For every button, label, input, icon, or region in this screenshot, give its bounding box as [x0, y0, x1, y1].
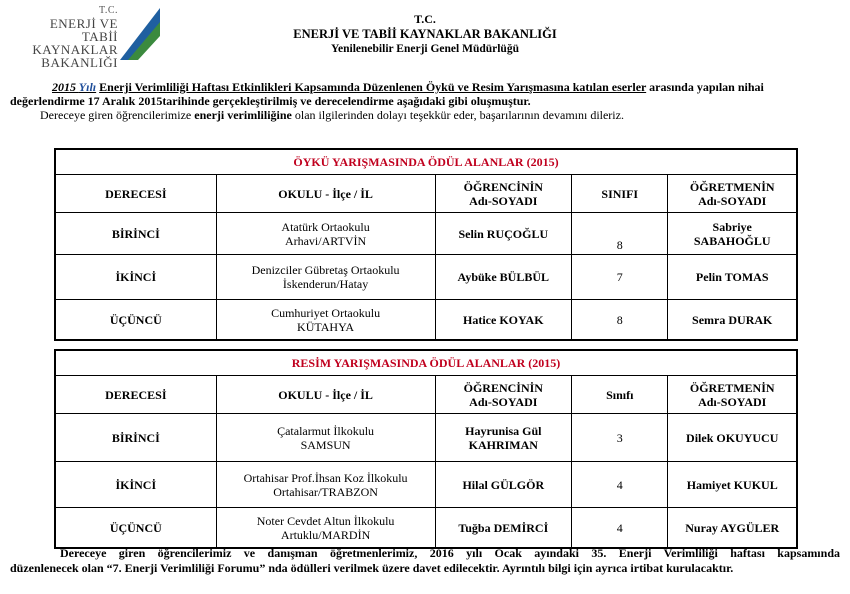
oyku-ogrenci: Aybüke BÜLBÜL [435, 255, 572, 300]
oyku-ogretmen: Semra DURAK [668, 300, 797, 340]
resim-table [54, 349, 798, 549]
resim-ogretmen: Dilek OKUYUCU [668, 414, 797, 462]
table-row [56, 508, 797, 548]
logo-line1: ENERJİ VE [49, 16, 118, 31]
oyku-th-okul: OKULU - İlçe / İL [216, 175, 435, 213]
oyku-derece: İKİNCİ [56, 255, 217, 300]
oyku-okul: Atatürk Ortaokulu Arhavi/ARTVİN [216, 213, 435, 255]
resim-sinif: 3 [572, 414, 668, 462]
resim-table-title: RESİM YARIŞMASINDA ÖDÜL ALANLAR (2015) [56, 351, 797, 376]
table-row [56, 414, 797, 462]
oyku-ogretmen: Pelin TOMAS [668, 255, 797, 300]
oyku-derece: ÜÇÜNCÜ [56, 300, 217, 340]
footer-line1: Dereceye giren öğrencilerimiz ve danışman öğretmenlerimiz, 2016 yılı Ocak ayındaki 35. Enerji Verimliliği haftası kapsamında [60, 546, 840, 560]
resim-okul: Noter Cevdet Altun İlkokulu Artuklu/MARDİN [216, 508, 435, 548]
intro-line1 [10, 80, 820, 108]
oyku-ogrenci: Hatice KOYAK [435, 300, 572, 340]
table-row [56, 213, 797, 255]
oyku-table-title: ÖYKÜ YARIŞMASINDA ÖDÜL ALANLAR (2015) [56, 150, 797, 175]
resim-ogretmen: Nuray AYGÜLER [668, 508, 797, 548]
logo-line2: TABİİ KAYNAKLAR [32, 29, 118, 57]
table-row [56, 462, 797, 508]
oyku-ogretmen: Sabriye SABAHOĞLU [668, 213, 797, 255]
resim-th-sinif: Sınıfı [572, 376, 668, 414]
oyku-ogrenci: Selin RUÇOĞLU [435, 213, 572, 255]
header-ministry: ENERJİ VE TABİİ KAYNAKLAR BAKANLIĞI [293, 27, 557, 41]
footer-line2: düzenlenecek olan “7. Enerji Verimliliği Forumu” nda ödülleri verilmek üzere davet edilecektir. Ayrıntılı bilgi için ayrıca irtibat kurulacaktır. [10, 561, 734, 575]
table-row [56, 255, 797, 300]
oyku-th-derece: DERECESİ [56, 175, 217, 213]
header-directorate: Yenilenebilir Enerji Genel Müdürlüğü [331, 43, 519, 55]
intro-underlined: Enerji Verimliliği Haftası Etkinlikleri Kapsamında Düzenlenen Öykü ve Resim Yarışmasına katılan eserler [99, 80, 647, 94]
resim-derece: İKİNCİ [56, 462, 217, 508]
resim-th-okul: OKULU - İlçe / İL [216, 376, 435, 414]
oyku-header-row [56, 175, 797, 213]
intro-year: 2015 Yılı [52, 80, 97, 94]
resim-okul: Çatalarmut İlkokulu SAMSUN [216, 414, 435, 462]
oyku-sinif: 8 [572, 300, 668, 340]
resim-th-ogretmen: ÖĞRETMENİN Adı-SOYADI [668, 376, 797, 414]
resim-ogrenci: Hilal GÜLGÖR [435, 462, 572, 508]
oyku-okul: Cumhuriyet Ortaokulu KÜTAHYA [216, 300, 435, 340]
document-header [0, 12, 850, 57]
oyku-th-ogrenci: ÖĞRENCİNİN Adı-SOYADI [435, 175, 572, 213]
oyku-sinif: 8 [572, 213, 668, 255]
footer-paragraph [10, 546, 840, 576]
intro-line2: Dereceye giren öğrencilerimize enerji verimliliğine olan ilgilerinden dolayı teşekkür eder, başarılarının devamını dileriz. [40, 108, 624, 122]
resim-th-ogrenci: ÖĞRENCİNİN Adı-SOYADI [435, 376, 572, 414]
oyku-derece: BİRİNCİ [56, 213, 217, 255]
logo-tc: T.C. [98, 5, 118, 16]
intro-rest: arasında yapılan nihai değerlendirme 17 Aralık 2015tarihinde gerçekleştirilmiş ve derecelendirme aşağıdaki gibi oluşmuştur. [10, 80, 764, 108]
table-row [56, 300, 797, 340]
resim-ogrenci: Hayrunisa Gül KAHRIMAN [435, 414, 572, 462]
oyku-okul: Denizciler Gübretaş Ortaokulu İskenderun/Hatay [216, 255, 435, 300]
resim-okul: Ortahisar Prof.İhsan Koz İlkokulu Ortahisar/TRABZON [216, 462, 435, 508]
oyku-sinif: 7 [572, 255, 668, 300]
logo-line3: BAKANLIĞI [41, 55, 118, 70]
intro-paragraph [10, 80, 820, 122]
resim-ogrenci: Tuğba DEMİRCİ [435, 508, 572, 548]
resim-ogretmen: Hamiyet KUKUL [668, 462, 797, 508]
oyku-th-sinif: SINIFI [572, 175, 668, 213]
resim-derece: ÜÇÜNCÜ [56, 508, 217, 548]
resim-header-row [56, 376, 797, 414]
header-tc: T.C. [414, 12, 436, 26]
oyku-table [54, 148, 798, 341]
resim-th-derece: DERECESİ [56, 376, 217, 414]
resim-sinif: 4 [572, 508, 668, 548]
resim-derece: BİRİNCİ [56, 414, 217, 462]
oyku-th-ogretmen: ÖĞRETMENİN Adı-SOYADI [668, 175, 797, 213]
resim-sinif: 4 [572, 462, 668, 508]
